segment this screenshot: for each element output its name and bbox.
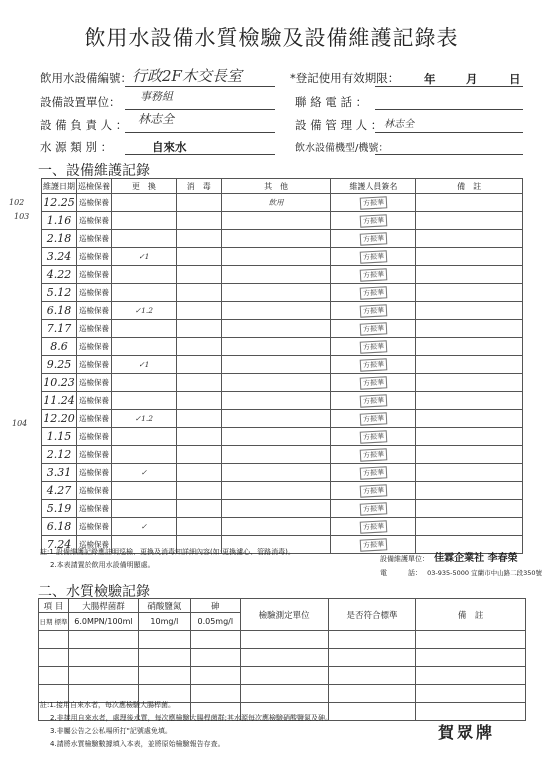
- water-cell[interactable]: [416, 649, 526, 667]
- row-remarks: [416, 194, 523, 212]
- col-header-replace: 更 換: [111, 179, 176, 194]
- row-disinfect: [176, 320, 221, 338]
- source-label: 水 源 類 別 ：: [40, 140, 113, 154]
- table-row: [42, 464, 523, 482]
- water-note-1: 註:1.接用自來水者，每次應檢驗大腸桿菌。: [40, 701, 176, 709]
- table-row: [39, 631, 526, 649]
- water-col-header-coliform: 大腸桿菌群: [68, 599, 138, 613]
- row-signature: [331, 194, 416, 212]
- row-signature: [331, 284, 416, 302]
- row-inspection: 巡檢保養: [76, 284, 111, 302]
- row-signature: [331, 518, 416, 536]
- row-replace: [111, 338, 176, 356]
- signature-stamp: 方振華: [360, 340, 388, 353]
- row-disinfect: [176, 410, 221, 428]
- row-date: 7.24: [42, 536, 77, 554]
- table-row: [42, 446, 523, 464]
- row-other: [221, 320, 331, 338]
- row-replace: ✓1: [111, 356, 176, 374]
- row-signature: [331, 212, 416, 230]
- row-replace: [111, 500, 176, 518]
- row-replace: [111, 212, 176, 230]
- row-disinfect: [176, 248, 221, 266]
- row-disinfect: [176, 266, 221, 284]
- row-signature: [331, 230, 416, 248]
- date-label: 日期: [39, 618, 53, 626]
- row-disinfect: [176, 356, 221, 374]
- row-signature: [331, 500, 416, 518]
- device-no-label: 飲用水設備編號：: [40, 71, 132, 85]
- row-remarks: [416, 392, 523, 410]
- row-signature: [331, 338, 416, 356]
- maintenance-note-2: 2.本表請置於飲用水設備明顯處。: [50, 561, 155, 569]
- contact-line: [375, 109, 523, 110]
- signature-stamp: 方振華: [360, 466, 388, 479]
- row-date: 5.12: [42, 284, 77, 302]
- row-signature: [331, 320, 416, 338]
- row-other: [221, 392, 331, 410]
- date-standard-cell: [39, 613, 69, 631]
- row-replace: ✓1.2: [111, 410, 176, 428]
- water-cell[interactable]: [138, 649, 190, 667]
- company-name: 佳霖企業社 李春榮: [434, 553, 518, 564]
- year-mark: 103: [14, 212, 30, 221]
- row-inspection: 巡檢保養: [76, 230, 111, 248]
- row-date: 10.23: [42, 374, 77, 392]
- coliform-standard: 6.0MPN/100ml: [68, 613, 138, 631]
- row-signature: [331, 392, 416, 410]
- row-disinfect: [176, 338, 221, 356]
- row-date: 9.25: [42, 356, 77, 374]
- location-label: 設備設置單位：: [40, 95, 121, 109]
- table-row: [39, 667, 526, 685]
- water-cell[interactable]: [328, 667, 416, 685]
- row-remarks: [416, 428, 523, 446]
- water-col-header-item: 項 目: [39, 599, 69, 613]
- row-signature: [331, 428, 416, 446]
- row-inspection: 巡檢保養: [76, 464, 111, 482]
- table-row: [42, 428, 523, 446]
- row-replace: [111, 284, 176, 302]
- row-other: [221, 212, 331, 230]
- location-value: 事務組: [140, 90, 173, 103]
- year-label: 年: [424, 72, 436, 86]
- row-replace: [111, 230, 176, 248]
- table-row: [39, 649, 526, 667]
- row-signature: [331, 356, 416, 374]
- water-cell[interactable]: [240, 649, 328, 667]
- row-disinfect: [176, 500, 221, 518]
- water-col-header-nitrate: 硝酸鹽氮: [138, 599, 190, 613]
- row-replace: [111, 428, 176, 446]
- water-col-header-compliance: 是否符合標準: [328, 599, 416, 631]
- row-date: 8.6: [42, 338, 77, 356]
- row-date: 2.12: [42, 446, 77, 464]
- row-replace: ✓: [111, 518, 176, 536]
- nitrate-standard: 10mg/l: [138, 613, 190, 631]
- water-cell[interactable]: [416, 631, 526, 649]
- model-line: [375, 154, 523, 155]
- signature-stamp: 方振華: [360, 268, 388, 281]
- row-disinfect: [176, 212, 221, 230]
- table-row: [42, 518, 523, 536]
- signature-stamp: 方振華: [360, 412, 388, 425]
- row-remarks: [416, 446, 523, 464]
- model-label: 飲水設備機型/機號：: [295, 143, 389, 154]
- water-cell[interactable]: [138, 667, 190, 685]
- table-row: [42, 356, 523, 374]
- row-other: [221, 266, 331, 284]
- row-signature: [331, 266, 416, 284]
- row-other: [221, 230, 331, 248]
- row-replace: [111, 374, 176, 392]
- row-remarks: [416, 320, 523, 338]
- row-disinfect: [176, 374, 221, 392]
- row-date: 5.19: [42, 500, 77, 518]
- row-remarks: [416, 230, 523, 248]
- water-cell[interactable]: [328, 685, 416, 703]
- water-cell[interactable]: [190, 649, 240, 667]
- source-line: [125, 154, 275, 155]
- registration-line: [375, 86, 523, 87]
- water-cell[interactable]: [39, 631, 69, 649]
- signature-stamp: 方振華: [360, 358, 388, 371]
- water-header-row: [39, 599, 526, 613]
- row-disinfect: [176, 482, 221, 500]
- row-replace: [111, 482, 176, 500]
- row-date: 1.15: [42, 428, 77, 446]
- row-signature: [331, 374, 416, 392]
- row-remarks: [416, 500, 523, 518]
- row-other: [221, 410, 331, 428]
- signature-stamp: 方振華: [360, 376, 388, 389]
- manager-label: 設 備 管 理 人 ：: [295, 118, 383, 132]
- day-label: 日: [509, 72, 521, 86]
- row-other: 飲用: [221, 194, 331, 212]
- row-remarks: [416, 482, 523, 500]
- row-other: [221, 302, 331, 320]
- row-other: [221, 284, 331, 302]
- water-cell[interactable]: [68, 667, 138, 685]
- row-date: 3.31: [42, 464, 77, 482]
- water-col-header-remarks: 備 註: [416, 599, 526, 631]
- row-inspection: 巡檢保養: [76, 194, 111, 212]
- table-row: [42, 284, 523, 302]
- row-signature: [331, 464, 416, 482]
- water-cell[interactable]: [416, 703, 526, 721]
- row-other: [221, 482, 331, 500]
- registration-label: *登記使用有效期限：: [290, 71, 400, 85]
- device-no-value: 行政2F木交長室: [132, 67, 242, 85]
- manager-value: 林志全: [384, 119, 414, 130]
- row-replace: [111, 392, 176, 410]
- row-date: 2.18: [42, 230, 77, 248]
- signature-stamp: 方振華: [360, 286, 388, 299]
- page-title: 飲用水設備水質檢驗及設備維護記錄表: [84, 26, 459, 50]
- row-remarks: [416, 284, 523, 302]
- row-inspection: 巡檢保養: [76, 410, 111, 428]
- col-header-inspection: 巡檢保養: [76, 179, 111, 194]
- year-mark: 102: [9, 198, 25, 207]
- signature-stamp: 方振華: [360, 484, 388, 497]
- signature-stamp: 方振華: [360, 196, 388, 209]
- row-date: 6.18: [42, 302, 77, 320]
- source-value: 自來水: [152, 140, 187, 154]
- signature-stamp: 方振華: [360, 304, 388, 317]
- water-cell[interactable]: [328, 703, 416, 721]
- row-other: [221, 248, 331, 266]
- table-row: [42, 410, 523, 428]
- row-disinfect: [176, 428, 221, 446]
- row-remarks: [416, 212, 523, 230]
- row-disinfect: [176, 392, 221, 410]
- row-replace: [111, 194, 176, 212]
- signature-stamp: 方振華: [360, 520, 388, 533]
- phone-label: 電 話：: [380, 569, 422, 577]
- table-row: [42, 320, 523, 338]
- row-signature: [331, 482, 416, 500]
- row-other: [221, 428, 331, 446]
- row-replace: ✓1.2: [111, 302, 176, 320]
- water-cell[interactable]: [328, 649, 416, 667]
- water-cell[interactable]: [190, 685, 240, 703]
- water-cell[interactable]: [138, 631, 190, 649]
- table-row: [42, 338, 523, 356]
- table-row: [42, 392, 523, 410]
- arsenic-standard: 0.05mg/l: [190, 613, 240, 631]
- table-row: [42, 194, 523, 212]
- signature-stamp: 方振華: [360, 502, 388, 515]
- row-inspection: 巡檢保養: [76, 518, 111, 536]
- row-disinfect: [176, 464, 221, 482]
- table-row: [42, 212, 523, 230]
- row-inspection: 巡檢保養: [76, 248, 111, 266]
- row-replace: [111, 320, 176, 338]
- row-date: 12.25: [42, 194, 77, 212]
- water-cell[interactable]: [68, 631, 138, 649]
- table-row: [42, 248, 523, 266]
- water-note-2: 2.非接用自來水者，處理後水質，每次應檢驗大腸桿菌群;其水源每次應檢驗硝酸鹽氮及砷。: [50, 714, 333, 722]
- row-other: [221, 374, 331, 392]
- row-date: 3.24: [42, 248, 77, 266]
- row-other: [221, 356, 331, 374]
- brand-logo: 賀眾牌: [438, 723, 496, 742]
- maintenance-note-1: 註:1.設備維護記錄應註明巡檢、更換及消毒知詳細內容(如:更換濾心、管路消毒)。: [40, 548, 295, 556]
- row-inspection: 巡檢保養: [76, 392, 111, 410]
- table-row: [42, 500, 523, 518]
- row-date: 1.16: [42, 212, 77, 230]
- water-cell[interactable]: [240, 667, 328, 685]
- row-inspection: 巡檢保養: [76, 338, 111, 356]
- water-cell[interactable]: [240, 631, 328, 649]
- row-remarks: [416, 338, 523, 356]
- signature-stamp: 方振華: [360, 394, 388, 407]
- water-cell[interactable]: [328, 631, 416, 649]
- signature-stamp: 方振華: [360, 322, 388, 335]
- row-inspection: 巡檢保養: [76, 320, 111, 338]
- water-col-header-arsenic: 砷: [190, 599, 240, 613]
- row-date: 4.27: [42, 482, 77, 500]
- col-header-other: 其 他: [221, 179, 331, 194]
- standard-label: 標準: [54, 618, 68, 626]
- row-date: 6.18: [42, 518, 77, 536]
- signature-stamp: 方振華: [360, 448, 388, 461]
- row-other: [221, 464, 331, 482]
- row-date: 12.20: [42, 410, 77, 428]
- row-remarks: [416, 266, 523, 284]
- table-row: [42, 266, 523, 284]
- col-header-signature: 維護人員簽名: [331, 179, 416, 194]
- col-header-remarks: 備 註: [416, 179, 523, 194]
- row-date: 7.17: [42, 320, 77, 338]
- row-other: [221, 500, 331, 518]
- water-cell[interactable]: [190, 631, 240, 649]
- row-inspection: 巡檢保養: [76, 428, 111, 446]
- row-inspection: 巡檢保養: [76, 536, 111, 554]
- signature-stamp: 方振華: [360, 214, 388, 227]
- row-inspection: 巡檢保養: [76, 500, 111, 518]
- row-inspection: 巡檢保養: [76, 482, 111, 500]
- contact-label: 聯 絡 電 話 ：: [295, 95, 368, 109]
- water-note-3: 3.非屬公告之公私場所打"記號處免填。: [50, 727, 172, 735]
- row-inspection: 巡檢保養: [76, 446, 111, 464]
- row-inspection: 巡檢保養: [76, 302, 111, 320]
- row-remarks: [416, 302, 523, 320]
- row-replace: [111, 266, 176, 284]
- owner-line: [125, 132, 275, 133]
- maintenance-header-row: [42, 179, 523, 194]
- maintenance-section-title: 一、設備維護記錄: [38, 163, 150, 179]
- maintenance-table: [41, 178, 523, 554]
- row-signature: [331, 248, 416, 266]
- company-label: 設備維護單位：: [380, 555, 429, 563]
- row-inspection: 巡檢保養: [76, 356, 111, 374]
- row-other: [221, 446, 331, 464]
- row-date: 11.24: [42, 392, 77, 410]
- manager-line: [375, 132, 523, 133]
- water-cell[interactable]: [68, 649, 138, 667]
- water-cell[interactable]: [39, 649, 69, 667]
- device-no-line: [125, 86, 275, 87]
- row-replace: [111, 446, 176, 464]
- row-other: [221, 338, 331, 356]
- water-cell[interactable]: [416, 667, 526, 685]
- row-remarks: [416, 248, 523, 266]
- signature-stamp: 方振華: [360, 250, 388, 263]
- signature-stamp: 方振華: [360, 430, 388, 443]
- row-signature: [331, 446, 416, 464]
- row-disinfect: [176, 194, 221, 212]
- row-remarks: [416, 464, 523, 482]
- col-header-date: 維護日期: [42, 179, 77, 194]
- row-inspection: 巡檢保養: [76, 212, 111, 230]
- maintenance-phone: [380, 560, 542, 579]
- row-disinfect: [176, 446, 221, 464]
- row-replace: ✓1: [111, 248, 176, 266]
- row-disinfect: [176, 230, 221, 248]
- water-cell[interactable]: [416, 685, 526, 703]
- water-cell[interactable]: [190, 667, 240, 685]
- year-mark: 104: [12, 419, 28, 428]
- row-signature: [331, 410, 416, 428]
- table-row: [42, 374, 523, 392]
- row-date: 4.22: [42, 266, 77, 284]
- table-row: [42, 482, 523, 500]
- row-inspection: 巡檢保養: [76, 266, 111, 284]
- table-row: [42, 230, 523, 248]
- water-cell[interactable]: [240, 685, 328, 703]
- water-col-header-lab: 檢驗測定單位: [240, 599, 328, 631]
- row-inspection: 巡檢保養: [76, 374, 111, 392]
- row-remarks: [416, 356, 523, 374]
- signature-stamp: 方振華: [360, 538, 388, 551]
- row-replace: ✓: [111, 464, 176, 482]
- row-remarks: [416, 518, 523, 536]
- signature-stamp: 方振華: [360, 232, 388, 245]
- col-header-disinfect: 消 毒: [176, 179, 221, 194]
- row-disinfect: [176, 518, 221, 536]
- water-cell[interactable]: [39, 667, 69, 685]
- row-disinfect: [176, 284, 221, 302]
- month-label: 月: [466, 72, 478, 86]
- row-remarks: [416, 374, 523, 392]
- row-signature: [331, 302, 416, 320]
- row-other: [221, 518, 331, 536]
- table-row: [42, 302, 523, 320]
- owner-label: 設 備 負 責 人 ：: [40, 118, 128, 132]
- owner-value: 林志全: [138, 112, 175, 126]
- row-remarks: [416, 410, 523, 428]
- water-note-4: 4.請將水質檢驗數據填入本表，並將原始檢驗報告存查。: [50, 740, 225, 748]
- row-disinfect: [176, 302, 221, 320]
- water-section-title: 二、水質檢驗記錄: [38, 584, 150, 600]
- phone-value: 03-935-5000 宜蘭市中山路二段350號: [427, 569, 542, 577]
